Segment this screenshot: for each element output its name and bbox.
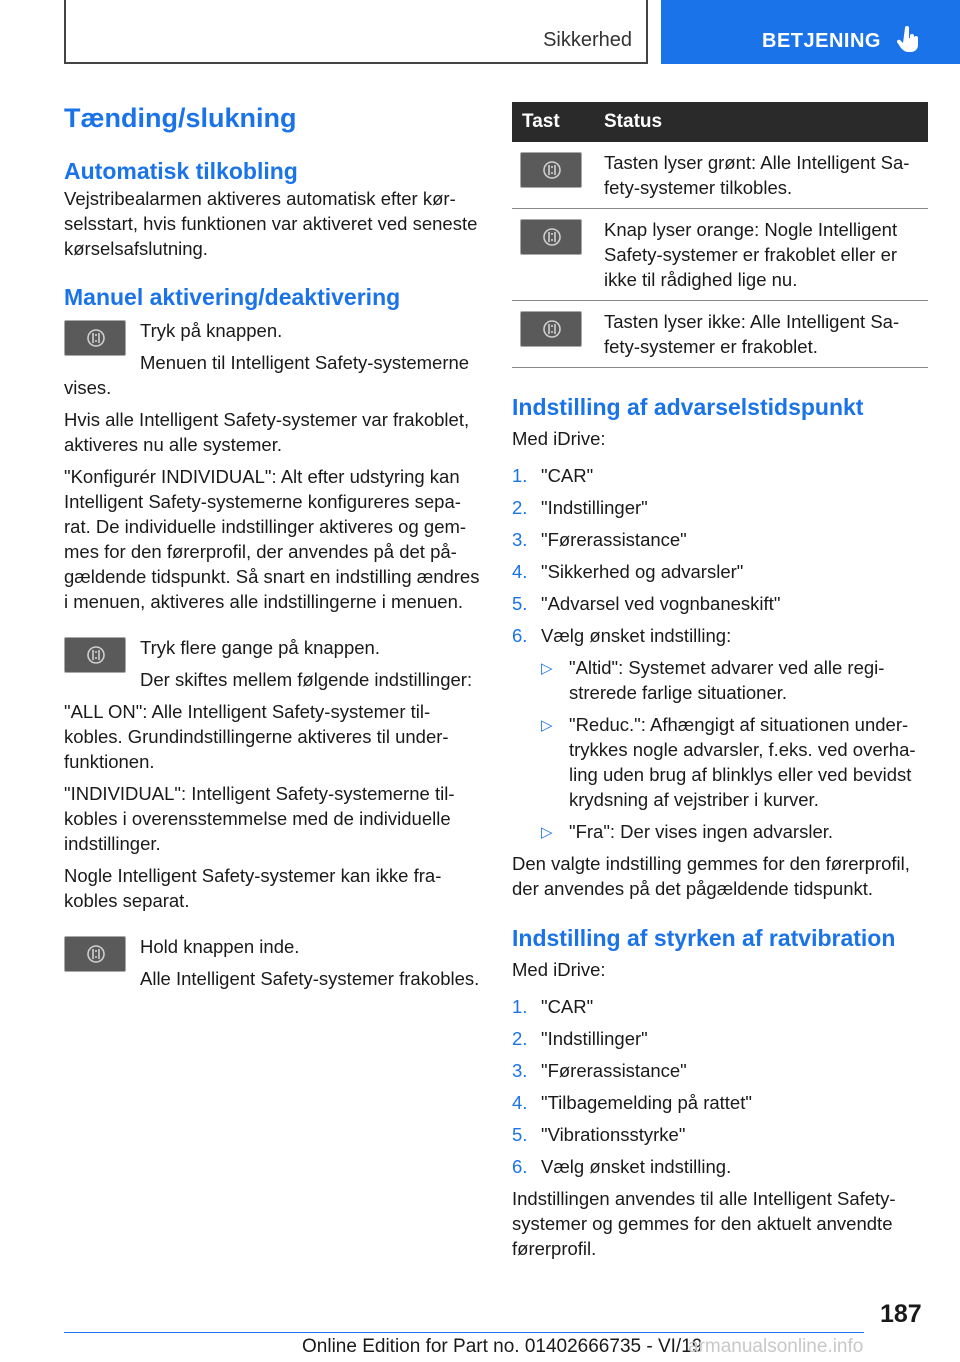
list-item: ▷ "Altid": Systemet advarer ved alle registrerede farlige situationer.: [541, 657, 885, 703]
paragraph-4: "INDIVIDUAL": Intelligent Safety-systemerne tilkobles i overensstemmelse med de individuelle indstillinger.: [64, 783, 455, 854]
vib-outro: Indstillingen anvendes til alle Intelligent Safety-systemer og gemmes for den aktuelt anvendte førerprofil.: [512, 1188, 896, 1259]
lane-assist-icon: [542, 160, 562, 180]
paragraph-2: "Konfigurér INDIVIDUAL": Alt efter udstyring kan Intelligent Safety-systemerne konfigureres separat. De individuelle indstillinger aktiveres og gemmes for den førerprofil, der anvendes på det pågældende tidspunkt. Så snart en indstilling ændres i menuen, aktiveres alle indstillingerne i menuen.: [64, 466, 480, 612]
safety-button-image: [520, 219, 582, 255]
list-item: 3. "Førerassistance": [512, 529, 687, 550]
status-text: Tasten lyser ikke: Alle Intelligent Safety-systemer er frakoblet.: [604, 301, 928, 368]
pointing-hand-icon: [897, 26, 921, 54]
warn-heading: Indstilling af advarselstidspunkt: [512, 394, 864, 420]
chapter-tab[interactable]: [661, 0, 960, 64]
list-item: 6. Vælg ønsket indstilling:: [512, 625, 732, 646]
list-item: 5. "Advarsel ved vognbaneskift": [512, 593, 781, 614]
header-section-box: [64, 0, 648, 64]
section-title: Sikkerhed: [543, 29, 632, 51]
list-item: 4. "Sikkerhed og advarsler": [512, 561, 744, 582]
multi-line-1: Tryk flere gange på knappen.: [140, 637, 380, 658]
warn-steps: [512, 463, 928, 648]
lane-assist-icon: [542, 319, 562, 339]
left-column: [64, 100, 480, 991]
triangle-bullet-icon: ▷: [541, 660, 553, 677]
auto-heading: Automatisk tilkobling: [64, 158, 298, 184]
manual-heading: Manuel aktivering/deaktivering: [64, 284, 401, 310]
multi-press-block: [64, 635, 480, 692]
status-text: Knap lyser orange: Nogle Intelligent Safety-systemer er frakoblet eller er ikke til rådighed lige nu.: [604, 209, 928, 301]
paragraph-1: Hvis alle Intelligent Safety-systemer var frakoblet, aktiveres nu alle systemer.: [64, 409, 470, 455]
safety-button-image: [64, 637, 126, 673]
list-item: 2. "Indstillinger": [512, 1028, 648, 1049]
footer-divider: [64, 1332, 864, 1333]
triangle-bullet-icon: ▷: [541, 717, 553, 734]
lane-assist-icon: [542, 227, 562, 247]
press-line-1: Tryk på knappen.: [140, 320, 283, 341]
table-row: [512, 209, 928, 301]
page-title: Tænding/slukning: [64, 103, 297, 133]
vib-heading: Indstilling af styrken af ratvibration: [512, 925, 896, 951]
paragraph-3: "ALL ON": Alle Intelligent Safety-systemer tilkobles. Grundindstillingerne aktiveres til underfunktionen.: [64, 701, 449, 772]
list-item: 1. "CAR": [512, 465, 594, 486]
list-item: 5. "Vibrationsstyrke": [512, 1124, 686, 1145]
list-item: 6. Vælg ønsket indstilling.: [512, 1156, 732, 1177]
list-item: 3. "Førerassistance": [512, 1060, 687, 1081]
right-column: [512, 102, 928, 1261]
table-header-key: Tast: [512, 102, 604, 142]
table-row: [512, 301, 928, 368]
safety-button-image: [64, 936, 126, 972]
press-block: [64, 318, 480, 400]
list-item: ▷ "Fra": Der vises ingen advarsler.: [512, 819, 928, 844]
warn-intro: Med iDrive:: [512, 428, 606, 449]
safety-button-image: [520, 311, 582, 347]
triangle-bullet-icon: ▷: [541, 824, 553, 841]
list-item: 4. "Tilbagemelding på rattet": [512, 1092, 752, 1113]
status-text: Tasten lyser grønt: Alle Intelligent Safety-systemer tilkobles.: [604, 142, 928, 209]
watermark-text: armanualsonline.info: [688, 1336, 864, 1357]
table-header-status: Status: [604, 102, 928, 142]
hold-line-2: Alle Intelligent Safety-systemer frakobles.: [140, 968, 480, 989]
warn-outro: Den valgte indstilling gemmes for den førerprofil, der anvendes på det pågældende tidspunkt.: [512, 853, 910, 899]
warn-options: [512, 655, 928, 844]
page-number: 187: [880, 1300, 922, 1328]
press-line-2: Menuen til Intelligent Safety-systemerne vises.: [64, 352, 470, 398]
lane-assist-icon: [86, 645, 106, 665]
multi-line-2: Der skiftes mellem følgende indstillinger:: [140, 669, 473, 690]
lane-assist-icon: [86, 944, 106, 964]
vib-steps: [512, 994, 928, 1179]
table-row: [512, 142, 928, 209]
hold-block: [64, 934, 480, 991]
vib-intro: Med iDrive:: [512, 959, 606, 980]
lane-assist-icon: [86, 328, 106, 348]
safety-button-image: [520, 152, 582, 188]
paragraph-5: Nogle Intelligent Safety-systemer kan ikke frakobles separat.: [64, 865, 442, 911]
auto-text: Vejstribealarmen aktiveres automatisk efter kørselsstart, hvis funktionen var aktiveret ved seneste kørselsafslutning.: [64, 188, 478, 259]
list-item: ▷ "Reduc.": Afhængigt af situationen undertrykkes nogle advarsler, f.eks. ved overhaling uden brug af blinklys eller ved bevidst krydsning af vejstriber i kurver.: [541, 714, 916, 810]
list-item: 1. "CAR": [512, 996, 594, 1017]
safety-button-image: [64, 320, 126, 356]
status-table: [512, 102, 928, 368]
edition-text: Online Edition for Part no. 01402666735 - VI/19: [302, 1336, 703, 1357]
hold-line-1: Hold knappen inde.: [140, 936, 300, 957]
chapter-title: BETJENING: [762, 30, 881, 52]
list-item: 2. "Indstillinger": [512, 497, 648, 518]
